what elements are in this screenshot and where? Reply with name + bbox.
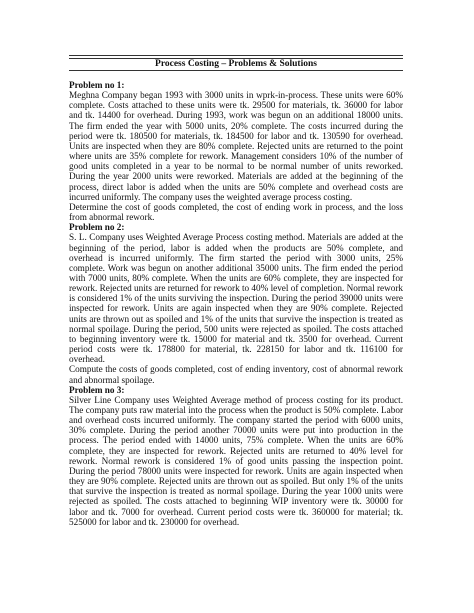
problem-2-paragraph-2: Compute the costs of goods completed, cost of ending inventory, cost of abnormal rework and abnormal spoilage. (69, 364, 403, 385)
page-title: Process Costing – Problems & Solutions (155, 59, 317, 69)
problem-3-paragraph-1: Silver Line Company uses Weighted Average method of process costing for its product. The company puts raw material into the process when the product is 50% complete. Labor and overhead costs incurred uniformly. The company started the period with 6000 units, 30% complete. During the period another 70000 units were put into production in the process. The period ended with 14000 units, 75% complete. When the units are 60% complete, they are inspected for rework. Rejected units are returned to 40% level for rework. Normal rework is considered 1% of good units passing the inspection point. During the period 78000 units were inspected for rework. Units are again inspected when they are 90% complete. Rejected units are thrown out as spoiled. But only 1% of the units that survive the inspection is treated as normal spoilage. During the year 1000 units were rejected as spoiled. The costs attached to beginning WIP inventory were tk. 30000 for labor and tk. 7000 for overhead. Current period costs were tk. 360000 for material; tk. 525000 for labor and tk. 230000 for overhead. (69, 394, 403, 527)
problem-1-paragraph-1: Meghna Company began 1993 with 3000 units in wprk-in-process. These units were 60% complete. Costs attached to these units were tk. 29500 for materials, tk. 36000 for labor and tk. 14400 for overhead. During 1993, work was begun on an additional 18000 units. The firm ended the year with 5000 units, 20% complete. The costs incurred during the period were tk. 180500 for materials, tk. 184500 for labor and tk. 130590 for overhead. Units are inspected when they are 80% complete. Rejected units are returned to the point where units are 35% complete for rework. Management considers 10% of the number of good units completed in a year to be normal to be normal number of units reworked. During the year 2000 units were reworked. Materials are added at the beginning of the process, direct labor is added when the units are 50% complete and overhead costs are incurred uniformly. The company uses the weighted average process costing. (69, 90, 403, 202)
document-body (69, 80, 403, 527)
problem-3-heading: Problem no 3: (69, 384, 125, 395)
title-bottom-rule (69, 70, 403, 71)
problem-2-heading: Problem no 2: (69, 222, 125, 233)
problem-1-heading: Problem no 1: (69, 80, 125, 90)
problem-2-paragraph-1: S. L. Company uses Weighted Average Process costing method. Materials are added at the beginning of the period, labor is added when the products are 50% complete, and overhead is incurred uniformly. The firm started the period with 3000 units, 25% complete. Work was begun on another additional 35000 units. The firm ended the period with 7000 units, 80% complete. When the units are 60% complete, they are inspected for rework. Rejected units are returned for rework to 40% level of completion. Normal rework is considered 1% of the units surviving the inspection. During the period 39000 units were inspected for rework. Units are again inspected when they are 90% complete. Rejected units are thrown out as spoiled and 1% of the units that survive the inspection is treated as normal spoilage. During the period, 500 units were rejected as spoiled. The costs attached to beginning inventory were tk. 15000 for material and tk. 3500 for overhead. Current period costs were tk. 178800 for material, tk. 228150 for labor and tk. 116100 for overhead. (69, 232, 403, 365)
top-rule (69, 55, 403, 56)
problem-1-paragraph-2: Determine the cost of goods completed, the cost of ending work in process, and the loss from abnormal rework. (69, 201, 403, 223)
